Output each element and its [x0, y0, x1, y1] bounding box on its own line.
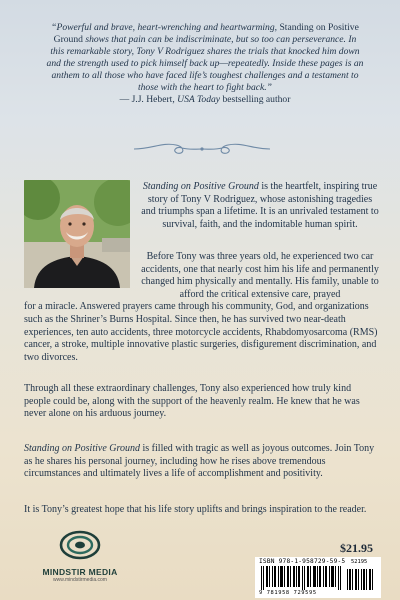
quote-intro: “Powerful and brave, heart-wrenching and heartwarming,	[51, 22, 280, 33]
flourish-divider-icon	[132, 138, 272, 160]
attribution-name: — J.J. Hebert,	[119, 94, 178, 105]
paragraph-4-text: is filled with tragic as well as joyous outcomes. Join Tony as he shares his personal journey, including how he rises above tremendous circumstances and ultimately lives a life of accomplishment and positivity.	[24, 443, 375, 480]
quote-attribution	[46, 94, 364, 106]
publisher-name: MINDSTIR MEDIA	[42, 567, 118, 577]
isbn-number: ISBN 978-1-958729-59-5	[259, 558, 346, 565]
isbn-barcode	[255, 557, 381, 598]
paragraph-2-beside-photo: Before Tony was three years old, he experienced two car accidents, one that nearly cost him his life and permanently changed him physically and mentally. His family, unable to afford the critical extensive care, prayed	[141, 251, 379, 300]
publisher-url: www.mindstirmedia.com	[53, 577, 107, 583]
description-paragraph-2	[24, 251, 380, 364]
mindstir-swirl-icon	[59, 530, 101, 560]
description-paragraph-5: It is Tony’s greatest hope that his life story uplifts and brings inspiration to the reader.	[24, 504, 367, 515]
book-title-inline: Standing on Positive Ground	[24, 443, 141, 454]
ean-number: 9 781958 729595	[259, 590, 317, 596]
publisher-logo	[30, 530, 130, 586]
barcode-addon: 52195	[351, 559, 368, 565]
paragraph-2-text: for a miracle. Answered prayers came through his community, God, and organizations such as the Shriner’s Burns Hospital. Since then, he has survived two near-death experiences, ten auto accidents, three motorcycle accidents, Rhabdomyosarcoma (RMS) cancer, a stroke, multiple innovative plastic surgeries, disfigurement discrimination, and two divorces.	[24, 301, 378, 363]
price-label: $21.95	[340, 541, 373, 555]
paragraph-1-text: is the heartfelt, inspiring true story of Tony V Rodriguez, whose astonishing tragedies and triumphs span a lifetime. It is an unrivaled testament to survival, faith, and the indomitable human spirit.	[141, 181, 379, 230]
quote-body: shows that pain can be indiscriminate, but so too can perseverance. In this remarkable story, Tony V Rodriguez shares the trials that knocked him down and the strength used to pick himself back up—repeatedly. Inside these pages is an anthem to all those who have faced life’s toughest challenges and a testament to those with the heart to fight back.”	[46, 34, 364, 93]
attribution-outlet: USA Today	[177, 94, 221, 105]
description-paragraph-3: Through all these extraordinary challenges, Tony also experienced how truly kind people could be, along with the support of the heavenly realm. He knew that he was never alone on his arduous journey.	[24, 383, 360, 420]
barcode-bars-icon	[259, 566, 377, 590]
blurb-quote	[46, 22, 364, 106]
attribution-suffix: bestselling author	[220, 94, 291, 105]
description-paragraph-4	[24, 443, 380, 481]
book-title-inline: Standing on Positive Ground	[142, 181, 259, 192]
description-paragraph-1	[140, 181, 380, 231]
quote-book-title: Standing on Positive Ground	[53, 22, 359, 45]
